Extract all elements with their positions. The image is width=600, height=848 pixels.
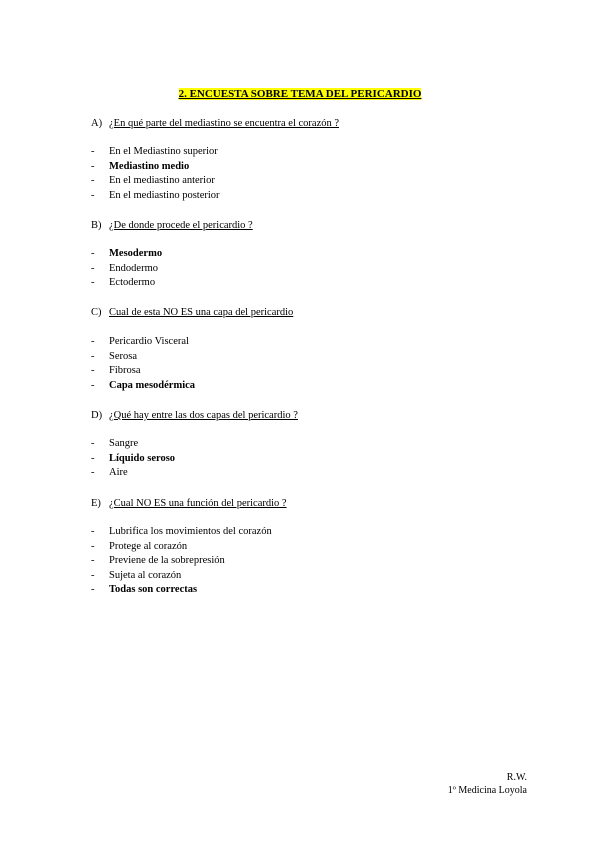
list-item	[91, 554, 272, 569]
options-list-d	[91, 437, 175, 481]
option-text: En el mediastino anterior	[109, 175, 215, 187]
list-item	[91, 540, 272, 555]
list-dash: -	[91, 555, 95, 567]
footer-course: 1º Medicina Loyola	[447, 785, 527, 796]
page-title-text: 2. ENCUESTA SOBRE TEMA DEL PERICARDIO	[178, 88, 422, 100]
list-item	[91, 452, 175, 467]
list-item	[91, 525, 272, 540]
option-text: Ectodermo	[109, 277, 156, 289]
question-letter: D)	[91, 410, 103, 421]
option-text: Protege al corazón	[109, 540, 188, 552]
option-text: Lubrifica los movimientos del corazón	[109, 526, 272, 537]
question-letter: E)	[91, 498, 101, 509]
list-dash: -	[91, 379, 95, 391]
option-text: En el mediastino posterior	[109, 189, 220, 201]
list-dash: -	[91, 540, 95, 552]
option-text: Capa mesodérmica	[109, 379, 196, 391]
question-text: ¿En qué parte del mediastino se encuentra el corazón ?	[109, 118, 340, 129]
question-letter: A)	[91, 118, 103, 129]
list-item	[91, 335, 195, 350]
list-item	[91, 350, 195, 365]
list-dash: -	[91, 467, 95, 479]
list-item	[91, 247, 162, 262]
option-text: Todas son correctas	[109, 584, 198, 596]
option-text: En el Mediastino superior	[109, 146, 218, 157]
question-text: ¿Cual NO ES una función del pericardio ?	[109, 498, 287, 509]
question-letter: B)	[91, 220, 102, 231]
option-text: Mediastino medio	[109, 160, 190, 172]
list-item	[91, 160, 220, 175]
list-item	[91, 174, 220, 189]
options-list-a	[91, 145, 220, 203]
option-text: Aire	[109, 467, 128, 479]
list-dash: -	[91, 146, 95, 157]
list-item	[91, 276, 162, 291]
footer-author: R.W.	[506, 772, 527, 783]
question-c	[91, 306, 293, 320]
list-item	[91, 569, 272, 584]
list-dash: -	[91, 350, 95, 362]
option-text: Endodermo	[109, 262, 158, 274]
list-item	[91, 262, 162, 277]
list-item	[91, 379, 195, 394]
options-list-c	[91, 335, 195, 393]
question-text: Cual de esta NO ES una capa del pericardio	[109, 307, 294, 318]
list-dash: -	[91, 569, 95, 581]
list-dash: -	[91, 262, 95, 274]
list-item	[91, 437, 175, 452]
list-item	[91, 364, 195, 379]
options-list-e	[91, 525, 272, 598]
list-item	[91, 189, 220, 204]
list-dash: -	[91, 277, 95, 289]
option-text: Previene de la sobrepresión	[109, 555, 225, 567]
list-dash: -	[91, 365, 95, 377]
question-text: ¿Qué hay entre las dos capas del pericardio ?	[109, 410, 298, 421]
page-title	[0, 87, 600, 101]
option-text: Serosa	[109, 350, 137, 362]
option-text: Líquido seroso	[109, 452, 176, 464]
list-dash: -	[91, 438, 95, 449]
question-text: ¿De donde procede el pericardio ?	[109, 220, 253, 231]
option-text: Fibrosa	[109, 365, 141, 377]
list-dash: -	[91, 175, 95, 187]
options-list-b	[91, 247, 162, 291]
question-b	[91, 219, 253, 233]
question-d	[91, 409, 298, 423]
list-dash: -	[91, 160, 95, 172]
question-a	[91, 117, 339, 131]
list-dash: -	[91, 336, 95, 347]
list-dash: -	[91, 526, 95, 537]
option-text: Mesodermo	[109, 248, 163, 259]
list-dash: -	[91, 248, 95, 259]
list-item	[91, 145, 220, 160]
option-text: Pericardio Visceral	[109, 336, 189, 347]
list-dash: -	[91, 584, 95, 596]
question-e	[91, 497, 287, 511]
list-dash: -	[91, 452, 95, 464]
option-text: Sujeta al corazón	[109, 569, 182, 581]
option-text: Sangre	[109, 438, 139, 449]
footer	[448, 771, 527, 797]
list-dash: -	[91, 189, 95, 201]
question-letter: C)	[91, 307, 102, 318]
list-item	[91, 466, 175, 481]
list-item	[91, 583, 272, 598]
